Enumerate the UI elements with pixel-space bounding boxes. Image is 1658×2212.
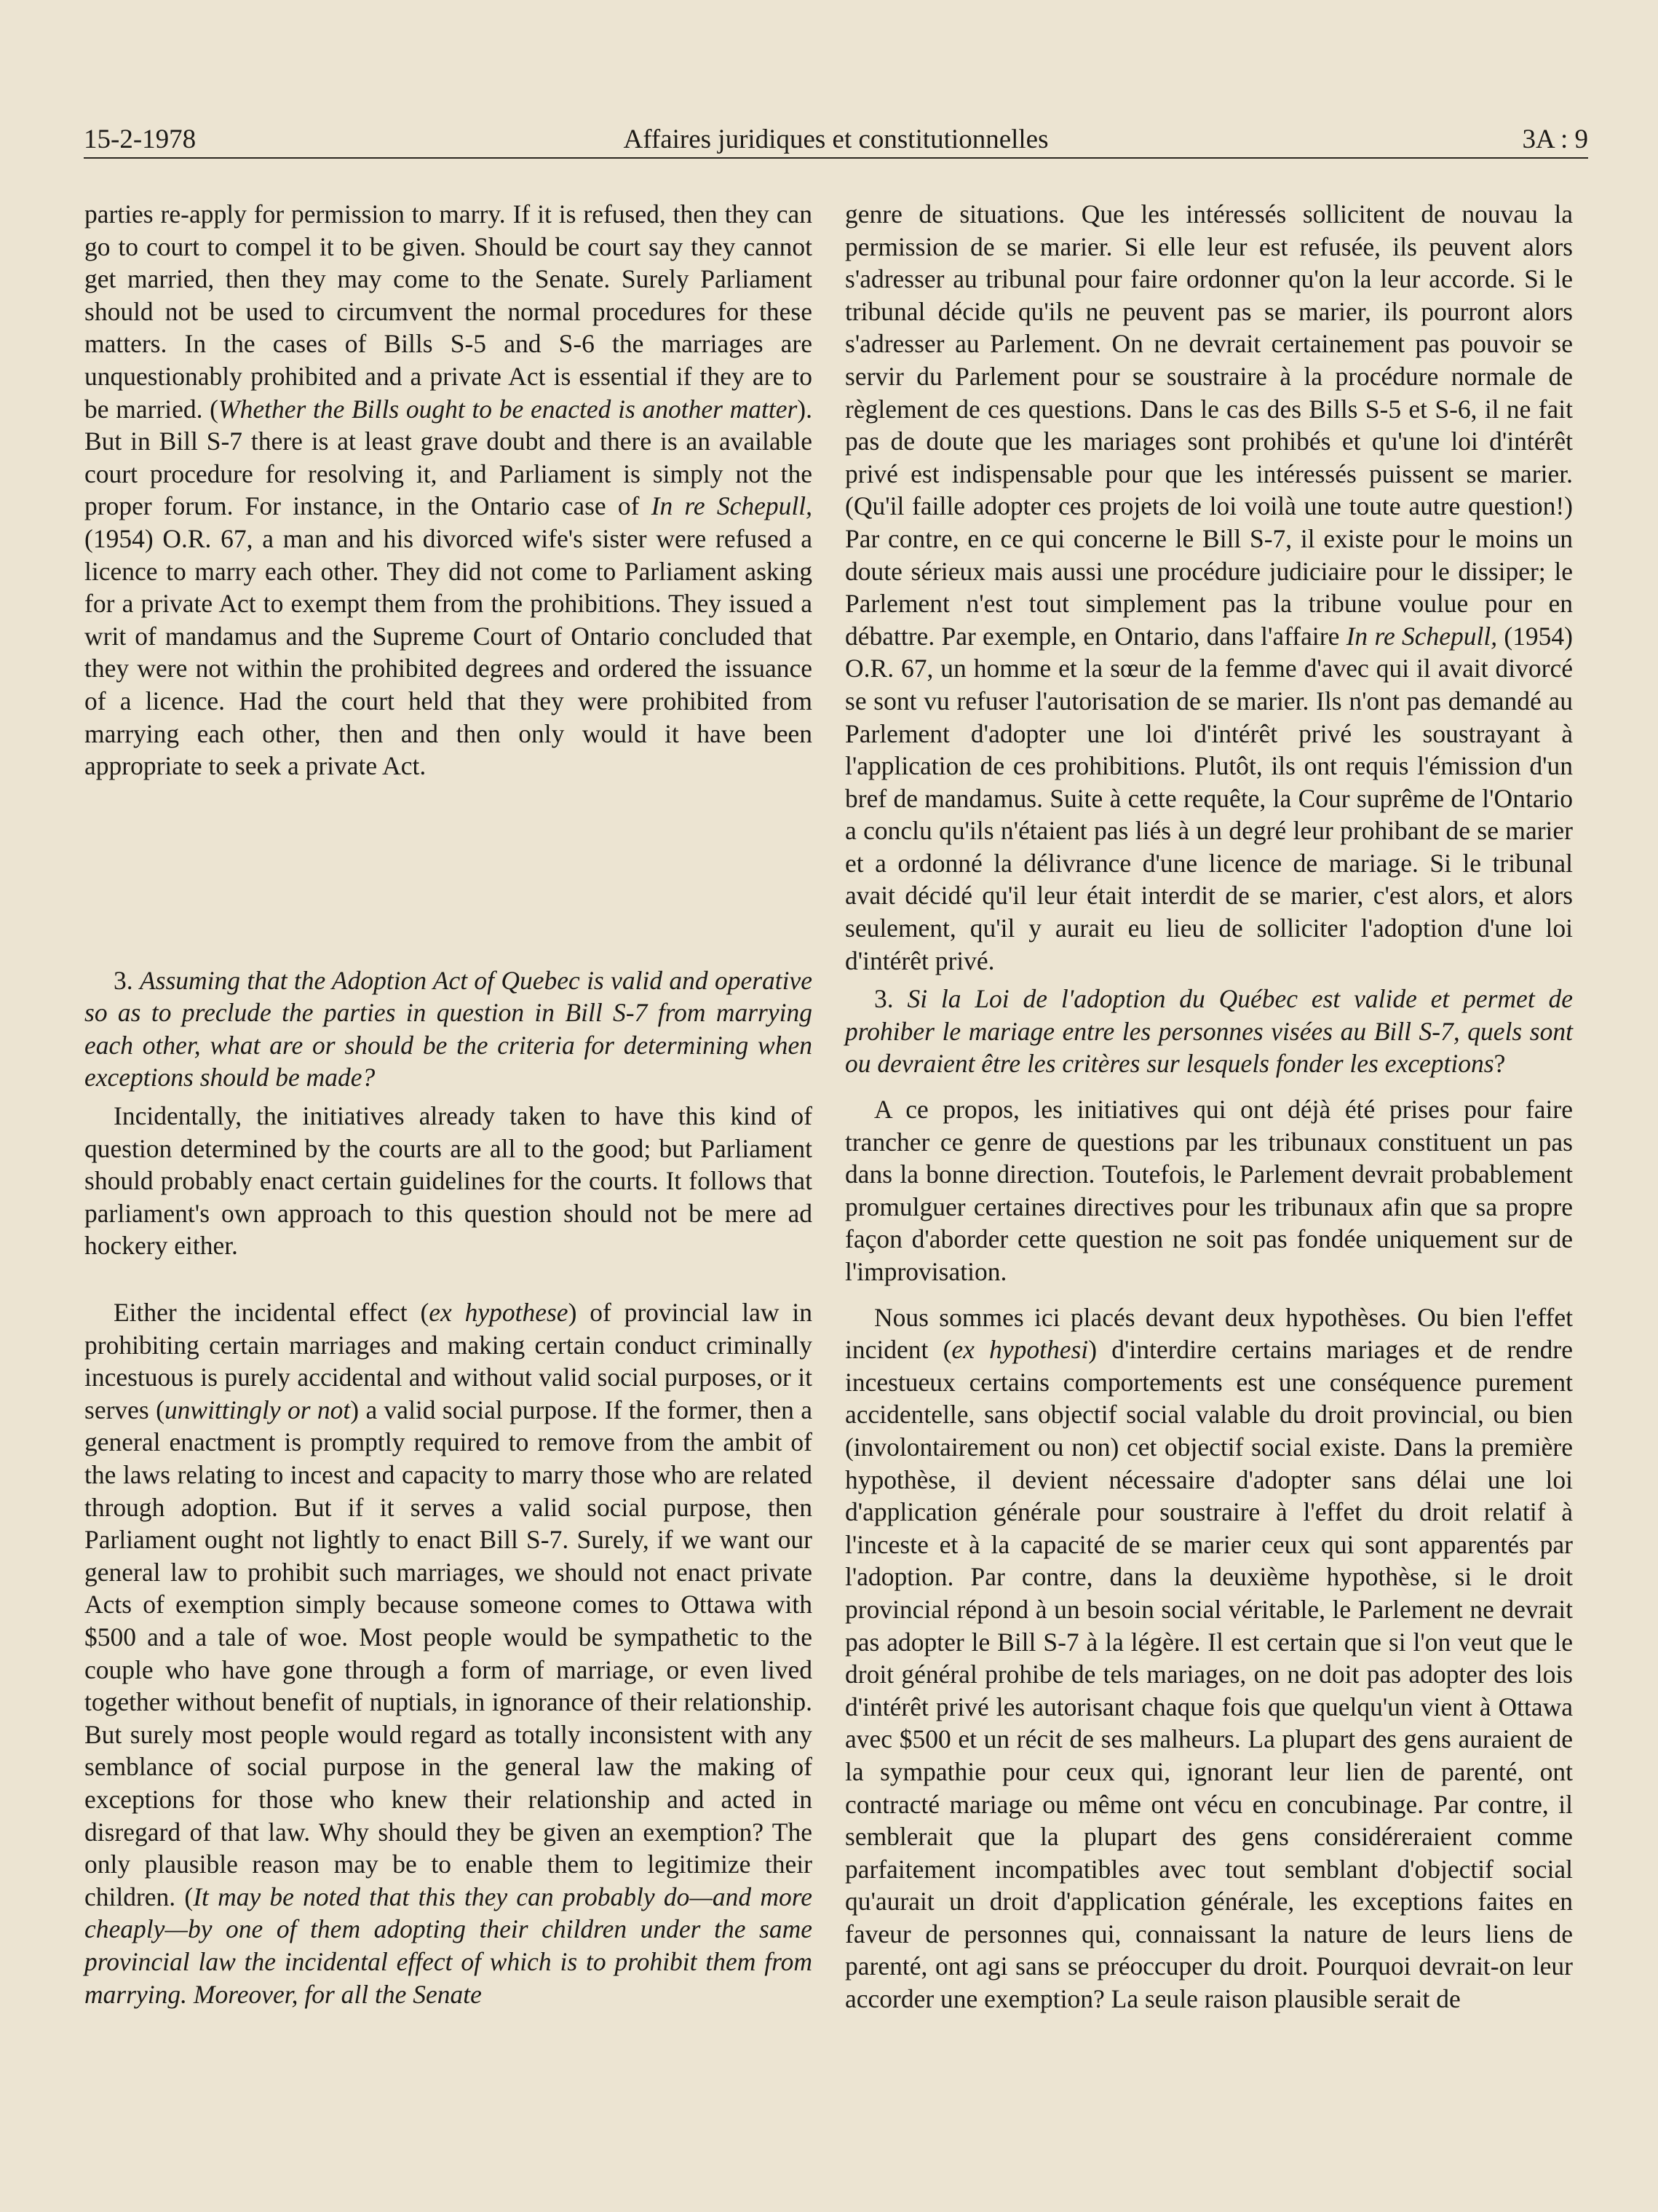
case-name: In re Schepull, <box>651 491 812 521</box>
french-paragraph-1 <box>845 198 1573 977</box>
question-number: 3. <box>874 984 908 1014</box>
italic-text-run: ex hypothesi <box>951 1335 1089 1365</box>
question-number: 3. <box>114 965 140 995</box>
italic-text-run: unwittingly or not <box>164 1395 351 1424</box>
text-run: ) a valid social purpose. If the former, then a general enactment is promptly required to remove from the ambit of the laws relating to incest and capacity to marry those who are related through adoption. But if it serves a valid social purpose, then Parliament ought not lightly to enact Bill S-7. Surely, if we want our general law to prohibit such marriages, we should not enact private Acts of exemption simply because someone comes to Ottawa with $500 and a tale of woe. Most people would be sympathetic to the couple who have gone through a form of marriage, or even lived together without benefit of nuptials, in ignorance of their relationship. But surely most people would regard as totally inconsistent with any semblance of social purpose in the general law the making of exceptions for those who knew their relationship and acted in disregard of that law. Why should they be given an exemption? The only plausible reason may be to enable them to legitimize their children. ( <box>84 1395 812 1911</box>
text-run: parties re-apply for permission to marry. If it is refused, then they can go to court to compel it to be given. Should be court say they cannot get married, then they may come to the Senate. Surely Parliament should not be used to circumvent the normal procedures for these matters. In the cases of Bills S-5 and S-6 the marriages are unquestionably prohibited and a private Act is essential if they are to be married. ( <box>84 199 812 424</box>
text-run: ). But in Bill S-7 there is at least grave doubt and there is an available court procedure for resolving it, and Parliament is simply not the proper forum. For instance, in the Ontario case of <box>84 394 812 521</box>
text-run: Either the incidental effect ( <box>114 1298 429 1328</box>
header-date: 15-2-1978 <box>84 124 197 154</box>
text-run: ) of provincial law in prohibiting certain marriages and making certain conduct criminally incestuous is purely accidental and without valid social purposes, or it serves ( <box>84 1298 812 1424</box>
english-paragraph-2: Incidentally, the initiatives already taken to have this kind of question determined by the courts are all to the good; but Parliament should probably enact certain guidelines for the courts. It follows that parliament's own approach to this question should not be mere ad hockery either. <box>84 1101 812 1261</box>
header-title: Affaires juridiques et constitutionnelles <box>623 124 1049 154</box>
running-header <box>84 122 1588 157</box>
french-paragraph-3 <box>845 1301 1573 2015</box>
text-run: genre de situations. Que les intéressés sollicitent de nouvau la permission de se marier. Si elle leur est refusée, ils peuvent alors s'adresser au tribunal pour faire ordonner qu'on la leur accorde. Si le tribunal décide qu'ils ne peuvent pas se marier, ils pourront alors s'adresser au Parlement. On ne devrait certainement pas pouvoir se servir du Parlement pour se soustraire à la procédure normale de règlement de ces questions. Dans le cas des Bills S-5 et S-6, il ne fait pas de doute que les mariages sont prohibés et qu'une loi d'intérêt privé est indispensable pour que les intéressés puissent se marier. (Qu'il faille adopter ces projets de loi voilà une toute autre question!) Par contre, en ce qui concerne le Bill S-7, il existe pour le moins un doute sérieux mais aussi une procédure judiciaire pour le dissiper; le Parlement n'est tout simplement pas la tribune voulue pour en débattre. Par exemple, en Ontario, dans l'affaire <box>845 199 1573 651</box>
french-paragraph-2: A ce propos, les initiatives qui ont déjà été prises pour faire trancher ce genre de questions par les tribunaux constituent un pas dans la bonne direction. Toutefois, le Parlement devrait probablement promulguer certaines directives pour les tribunaux afin que sa propre façon d'aborder cette question ne soit pas fondée uniquement sur de l'improvisation. <box>845 1095 1573 1286</box>
english-column <box>84 198 812 2010</box>
english-question-3 <box>84 964 812 1094</box>
header-page-number: 3A : 9 <box>1522 124 1588 154</box>
question-text: Si la Loi de l'adoption du Québec est valide et permet de prohiber le mariage entre les personnes visées au Bill S-7, quels sont ou devraient être les critères sur lesquels fonder les exceptions <box>845 984 1574 1079</box>
question-text: Assuming that the Adoption Act of Quebec is valid and operative so as to preclude the parties in question in Bill S-7 from marrying each other, what are or should be the criteria for determining when exceptions should be made? <box>84 965 812 1093</box>
italic-text-run: ex hypothese <box>429 1298 568 1328</box>
header-rule <box>84 157 1588 159</box>
text-run: ? <box>1494 1049 1506 1079</box>
french-question-3 <box>845 983 1573 1080</box>
english-paragraph-3 <box>84 1296 812 2010</box>
italic-text-run: It may be noted that this they can probably do—and more cheaply—by one of them adopting their children under the same provincial law the incidental effect of which is to prohibit them from marrying. Moreover, for all the Senate <box>84 1882 812 2009</box>
text-run: ) d'interdire certains mariages et de rendre incestueux certains comportements est une conséquence purement accidentelle, sans objectif social valable du droit provincial, ou bien (involontairement ou non) cet objectif social existe. Dans la première hypothèse, il devient nécessaire d'adopter sans délai une loi d'application générale pour soustraire à l'effet du droit relatif à l'inceste et à la capacité de se marier ceux qui sont apparentés par l'adoption. Par contre, dans la deuxième hypothèse, si le droit provincial répond à un besoin social véritable, le Parlement ne devrait pas adopter le Bill S-7 à la légère. Il est certain que si l'on veut que le droit général prohibe de tels mariages, on ne doit pas adopter des lois d'intérêt privé les autorisant chaque fois que quelqu'un vient à Ottawa avec $500 et un récit de ses malheurs. La plupart des gens auraient de la sympathie pour ceux qui, ignorant leur lien de parenté, ont contracté mariage ou même ont vécu en concubinage. Par contre, il semblerait que la plupart des gens considéreraient comme parfaitement incompatibles avec tout semblant d'objectif social qu'aurait un droit d'application générale, les exceptions faites en faveur de personnes qui, connaissant la nature de leurs liens de parenté, ont agi sans se préoccuper du droit. Pourquoi devrait-on leur accorder une exemption? La seule raison plausible serait de <box>845 1335 1573 2014</box>
text-run: (1954) O.R. 67, un homme et la sœur de la femme d'avec qui il avait divorcé se sont vu refuser l'autorisation de se marier. Ils n'ont pas demandé au Parlement d'adopter une loi d'intérêt privé les soustrayant à l'application de ces prohibitions. Plutôt, ils ont requis l'émission d'un bref de mandamus. Suite à cette requête, la Cour suprême de l'Ontario a conclu qu'ils n'étaient pas liés à un degré leur prohibant de se marier et a ordonné la délivrance d'une licence de mariage. Si le tribunal avait décidé qu'il leur était interdit de se marier, c'est alors, et alors seulement, qu'il y aurait eu lieu de solliciter l'adoption d'une loi d'intérêt privé. <box>845 621 1573 975</box>
english-paragraph-1 <box>84 198 812 782</box>
text-run: Nous sommes ici placés devant deux hypothèses. Ou bien l'effet incident ( <box>845 1302 1573 1365</box>
french-column <box>845 198 1573 2015</box>
italic-text-run: Whether the Bills ought to be enacted is another matter <box>218 394 798 424</box>
case-name: In re Schepull, <box>1346 621 1498 651</box>
text-run: (1954) O.R. 67, a man and his divorced wife's sister were refused a licence to marry each other. They did not come to Parliament asking for a private Act to exempt them from the prohibitions. They issued a writ of mandamus and the Supreme Court of Ontario concluded that they were not within the prohibited degrees and ordered the issuance of a licence. Had the court held that they were prohibited from marrying each other, then and then only would it have been appropriate to seek a private Act. <box>84 523 812 781</box>
